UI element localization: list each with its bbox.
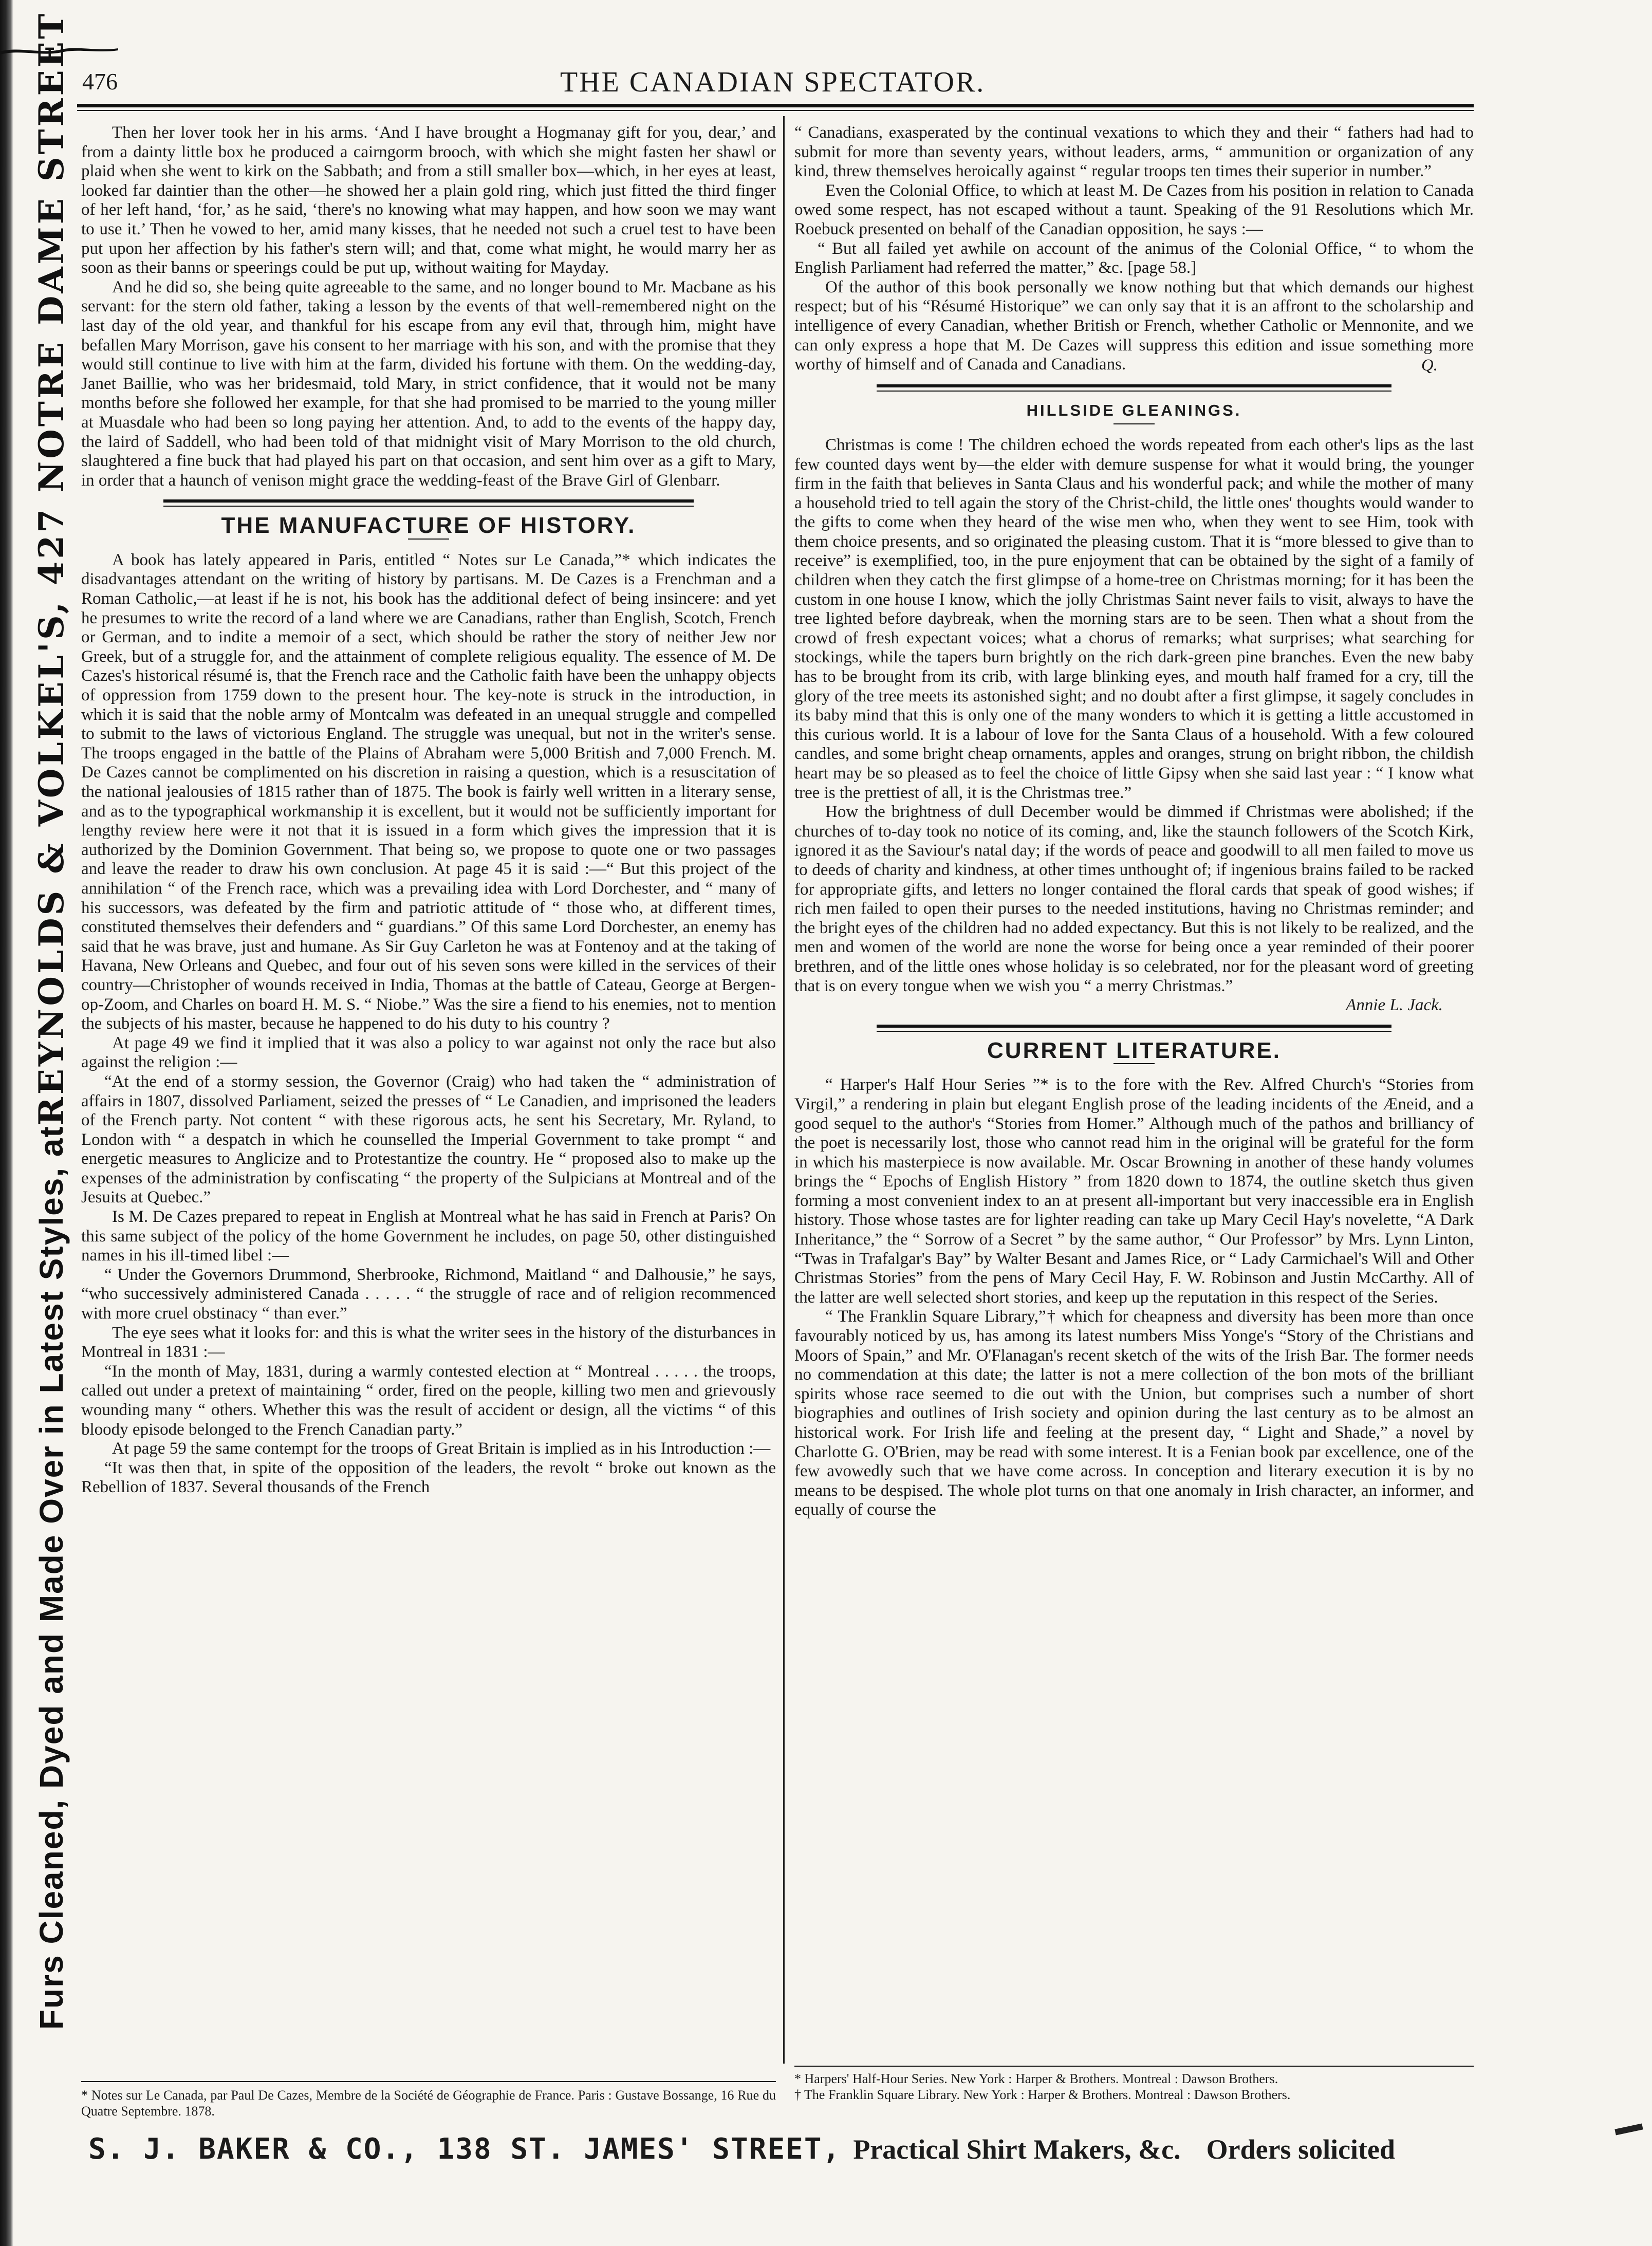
side-ad-text: Furs Cleaned, Dyed and Made Over in Latest Styles, at (33, 1125, 70, 2030)
paragraph: “In the month of May, 1831, during a warmly contested election at “ Montreal . . . . . the troops, called out under a pretext of maintaining “ order, fired on the people, killing two men and grievously wounding many “ others. Whether this was the result of accident or design, all the victims “ of this bloody episode belonged to the French Canadian party.” (81, 1362, 776, 1439)
section-rule (877, 384, 1391, 392)
running-title: THE CANADIAN SPECTATOR. (560, 66, 986, 98)
title-underline (1113, 1063, 1155, 1064)
paragraph: The eye sees what it looks for: and this is what the writer sees in the history of the disturbances in Montreal in 1831 :— (81, 1323, 776, 1362)
paragraph: At page 49 we find it implied that it was also a policy to war against not only the race but also against the religion :— (81, 1033, 776, 1072)
paragraph: Is M. De Cazes prepared to repeat in English at Montreal what he has said in French at Paris? On this same subject of the policy of the home Government he includes, on page 50, other distinguished names in his ill-timed libel :— (81, 1208, 776, 1265)
section-title-hillside: HILLSIDE GLEANINGS. (1026, 401, 1242, 420)
hillside-article (794, 436, 1474, 996)
binding-edge (0, 0, 13, 2246)
right-column (794, 123, 1474, 1520)
bottom-ad-firm: S. J. BAKER & CO., 138 ST. JAMES' STREET, (88, 2132, 841, 2166)
paragraph: “It was then that, in spite of the opposition of the leaders, the revolt “ broke out known as the Rebellion of 1837. Several thousands of the French (81, 1458, 776, 1497)
footnote-de-cazes: * Notes sur Le Canada, par Paul De Cazes, Membre de la Société de Géographie de France. Paris : Gustave Bossange, 16 Rue du Quatre Septembre. 1878. (81, 2088, 776, 2119)
paragraph: “ But all failed yet awhile on account of the animus of the Colonial Office, “ to whom the English Parliament had referred the matter,” &c. [page 58.] (794, 239, 1474, 277)
paragraph: “ The Franklin Square Library,”† which for cheapness and diversity has been more than once favourably noticed by us, has among its latest numbers Miss Yonge's “Story of the Christians and Moors of Spain,” and Mr. O'Flanagan's recent sketch of the wits of the Irish Bar. The former needs no commendation at this date; the latter is not a mere collection of the bon mots of the brilliant spirits whose race seemed to die out with the Union, but comprises such a number of short biographies and outlines of Irish society and opinion during the last century as to be almost an historical work. For Irish life and feeling at the present day, “ Light and Shade,” a novel by Charlotte G. O'Brien, may be read with some interest. It is a Fenian book par excellence, one of the few avowedly such that we have come across. In conception and literary execution it is by no means to be despised. The whole plot turns on that one anomaly in Irish character, an informer, and equally of course the (794, 1307, 1474, 1519)
ink-mark (1614, 2124, 1643, 2136)
history-article (81, 551, 776, 1497)
paragraph: Even the Colonial Office, to which at least M. De Cazes from his position in relation to Canada owed some respect, has not escaped without a taunt. Speaking of the 91 Resolutions which Mr. Roebuck presented on behalf of the Canadian opposition, he says :— (794, 181, 1474, 238)
paragraph: Christmas is come ! The children echoed the words repeated from each other's lips as the last few counted days went by—the elder with demure suspense for what it would bring, the younger firm in the faith that believes in Santa Claus and his wonderful pack; and while the mother of many a household tried to tell again the story of the Christ-child, the little ones' thoughts would wander to the gifts to come when they heard of the wise men who, when they went to see Him, took with them choice presents, and so originated the pleasing custom. That it is “more blessed to give than to receive” is exemplified, too, in the pure enjoyment that can be obtained by the sight of a family of children when they catch the first glimpse of a home-tree on Christmas morning; for it has been the custom in one house I know, which the jolly Christmas Saint never fails to visit, always to have the tree lighted before daybreak, when the morning stars are to be seen. Then what a shout from the crowd of fresh expectant voices; what a chorus of remarks; what surprises; what searching for stockings, while the tapers burn brightly on the rich dark-green pine branches. Even the new baby has to be brought from its crib, with large blinking eyes, and mouth half framed for a cry, till the glory of the tree meets its astonished sight; and no doubt after a first glimpse, it sagely concludes in its baby mind that this is only one of the many wonders to which it is getting a little accustomed in this curious world. It is a labour of love for the Santa Claus of a household. With a few coloured candles, and some bright cheap ornaments, apples and oranges, strung on bright ribbon, the childish heart may be so pleased as to feel the choice of little Gipsy when she said last year : “ I know what tree is the prettiest of all, it is the Christmas tree.” (794, 435, 1474, 802)
footnotes-literature (794, 2071, 1474, 2103)
page-number: 476 (82, 68, 118, 95)
signature-q: Q. (1421, 356, 1438, 375)
left-column (81, 123, 776, 1497)
paragraph: “At the end of a stormy session, the Governor (Craig) who had taken the “ administration of affairs in 1807, dissolved Parliament, seized the presses of “ Le Canadien, and imprisoned the leaders of the French party. Not content “ with these rigorous acts, he sent his Secretary, Mr. Ryland, to London with “ a despatch in which he counselled the Imperial Government to take prompt “ and energetic measures to Anglicize and to Protestantize the country. He “ proposed also to make up the expenses of the administration by confiscating “ the property of the Sulpicians at Montreal and of the Jesuits at Quebec.” (81, 1072, 776, 1207)
header-rule-thin (77, 110, 1474, 111)
title-underline (1113, 423, 1155, 424)
paragraph: And he did so, she being quite agreeable to the same, and no longer bound to Mr. Macbane as his servant: for the stern old father, taking a lesson by the events of that well-remembered night on the last day of the old year, and thankful for his escape from any evil that, through him, might have befallen Mary Morrison, gave his consent to her marriage with his son, and with the promise that they would still continue to live with him at the farm, divided his fortune with them. On the wedding-day, Janet Baillie, who was her bridesmaid, told Mary, in strict confidence, that it would not be many months before she followed her example, for that she had promised to be married to the young miller at Muasdale who had been so long paying her attention. And, to add to the events of the happy day, the laird of Saddell, who had been told of that midnight visit of Mary Morrison to the old church, slaughtered a fine buck that had played his part on that occasion, and sent him over as a gift to Mary, in order that a haunch of venison might grace the wedding-feast of the Brave Girl of Glenbarr. (81, 277, 776, 490)
literature-article (794, 1075, 1474, 1520)
bottom-ad-orders: Orders solicited (1206, 2134, 1396, 2165)
history-continued (794, 123, 1474, 375)
title-underline (408, 539, 449, 540)
footnote-harpers: * Harpers' Half-Hour Series. New York : Harper & Brothers. Montreal : Dawson Brothers. (794, 2071, 1278, 2086)
column-rule (783, 116, 785, 2064)
section-title-literature: CURRENT LITERATURE. (987, 1037, 1281, 1063)
paragraph: Then her lover took her in his arms. ‘And I have brought a Hogmanay gift for you, dear,’ and from a dainty little box he produced a cairngorm brooch, with which she might fasten her shawl or plaid when she went to kirk on the Sabbath; and from a still smaller box—which, in her eyes at least, looked far daintier than the other—he showed her a plain gold ring, which just fitted the third finger of her left hand, ‘for,’ as he said, ‘there's no knowing what may happen, and how soon we may want to use it.’ Then he vowed to her, amid many kisses, that he needed not such a cruel test to have been put upon her affection by his father's stern will; and that, come what might, he would marry her as soon as their banns or speerings could be put up, without waiting for Mayday. (81, 123, 776, 277)
side-advertisement (21, 11, 82, 2030)
signature-annie: Annie L. Jack. (1346, 996, 1443, 1015)
paragraph: “ Under the Governors Drummond, Sherbrooke, Richmond, Maitland “ and Dalhousie,” he says, “who successively administered Canada . . . . . “ the struggle of race and of religion recommenced with more cruel obstinacy “ than ever.” (81, 1265, 776, 1323)
side-ad-firm: REYNOLDS & VOLKEL'S, 427 NOTRE DAME STREET (31, 11, 71, 1126)
footnote-franklin: † The Franklin Square Library. New York : Harper & Brothers. Montreal : Dawson Brothers. (794, 2087, 1291, 2102)
paragraph: “ Harper's Half Hour Series ”* is to the fore with the Rev. Alfred Church's “Stories from Virgil,” a rendering in plain but elegant English prose of the leading incidents of the Æneid, and a good sequel to the author's “Stories from Homer.” Although much of the pathos and brilliancy of the poet is necessarily lost, those who cannot read him in the original will be grateful for the form in which his masterpiece is now available. Mr. Oscar Browning in another of these handy volumes brings the “ Epochs of English History ” from 1820 down to 1874, the outline sketch thus given forming a most convenient index to an at present all-important but very inaccessible era in English history. Those whose tastes are for lighter reading can take up Mary Cecil Hay's novelette, “A Dark Inheritance,” the “ Sorrow of a Secret ” by the same author, “ Our Professor” by Mrs. Lynn Linton, “Twas in Trafalgar's Bay” by Walter Besant and James Rice, or “ Lady Carmichael's Will and Other Christmas Stories” from the pens of Mary Cecil Hay, F. W. Robinson and Justin McCarthy. All of the latter are well selected short stories, and keep up the reputation in this respect of the Series. (794, 1075, 1474, 1307)
paragraph: At page 59 the same contempt for the troops of Great Britain is implied as in his Introduction :— (112, 1439, 771, 1458)
section-title-history: THE MANUFACTURE OF HISTORY. (221, 513, 636, 539)
footnote-rule (81, 2081, 776, 2082)
paragraph: “ Canadians, exasperated by the continual vexations to which they and their “ fathers had had to submit for more than seventy years, without leaders, arms, “ ammunition or organization of any kind, threw themselves heroically against “ regular troops ten times their superior in number.” (794, 123, 1474, 181)
story-ending (81, 123, 776, 490)
paragraph: Of the author of this book personally we know nothing but that which demands our highest respect; but of his “Résumé Historique” we can only say that it is an affront to the scholarship and intelligence of every Canadian, whether British or French, whether Catholic or Mennonite, and we can only express a hope that M. De Cazes will suppress this edition and issue something more worthy of himself and of Canada and Canadians. (794, 277, 1474, 374)
bottom-ad-trade: Practical Shirt Makers, &c. (853, 2134, 1181, 2165)
paragraph: A book has lately appeared in Paris, entitled “ Notes sur Le Canada,”* which indicates the disadvantages attendant on the writing of history by partisans. M. De Cazes is a Frenchman and a Roman Catholic,—at least if he is not, his book has the additional defect of being insincere: and yet he presumes to write the record of a land where we are Canadians, rather than English, Scotch, French or German, and to indite a memoir of a sect, which should be rather the story of neither Jew nor Greek, but of a struggle for, and the attainment of complete religious equality. The essence of M. De Cazes's historical résumé is, that the French race and the Catholic faith have been the unhappy objects of oppression from 1759 down to the present hour. The key-note is struck in the introduction, in which it is said that the noble army of Montcalm was defeated in an unequal struggle and compelled to submit to the laws of victorious England. The struggle was unequal, but not in the writer's sense. The troops engaged in the battle of the Plains of Abraham were 5,000 British and 7,000 French. M. De Cazes cannot be complimented on his discretion in raising a question, which is a resuscitation of the national jealousies of 1815 rather than of 1875. The book is fairly well written in a literary sense, and as to the typographical workmanship it is excellent, but it would not be sufficiently important for lengthy review here were it not that it is issued in a form which gives the impression that it is authorized by the Dominion Government. That being so, we propose to quote one or two passages and leave the reader to draw his own conclusion. At page 45 it is said :—“ But this project of the annihilation “ of the French race, which was a prevailing idea with Lord Dorchester, and “ many of his successors, was defeated by the firm and patriotic attitude of “ those who, at different times, constituted themselves their defenders and “ guardians.” Of this same Lord Dorchester, an enemy has said that he was brave, just and humane. As Sir Guy Carleton he was at Fontenoy and at the taking of Havana, New Orleans and Quebec, and four out of his seven sons were killed in the services of their country—Christopher of wounds received in India, Thomas at the battle of Cateau, George at Bergen-op-Zoom, and Charles on board H. M. S. “ Niobe.” Was the sire a fiend to his enemies, not to mention the subjects of his master, because he happened to do his duty to his country ? (81, 550, 776, 1033)
header-rule (77, 104, 1474, 107)
bottom-advertisement (88, 2132, 1476, 2166)
paragraph: How the brightness of dull December would be dimmed if Christmas were abolished; if the churches of to-day took no notice of its coming, and, like the staunch followers of the Scotch Kirk, ignored it as the Saviour's natal day; if the words of peace and goodwill to all men failed to move us to deeds of charity and kindness, at other times unthought of; if ingenious brains failed to be racked for appropriate gifts, and letters no longer contained the floral cards that speak of good wishes; if rich men failed to open their purses to the needed institutions, having no Christmas reminder; and the bright eyes of the children had no added expectancy. But this is not likely to be realized, and the men and women of the world are none the worse for being once a year reminded of their poorer brethren, and of the little ones whose holiday is so celebrated, nor for the pleasant word of greeting that is on every tongue when we wish you “ a merry Christmas.” (794, 803, 1474, 995)
section-rule (877, 1025, 1391, 1032)
footnote-rule (794, 2066, 1474, 2067)
section-rule (163, 499, 694, 507)
